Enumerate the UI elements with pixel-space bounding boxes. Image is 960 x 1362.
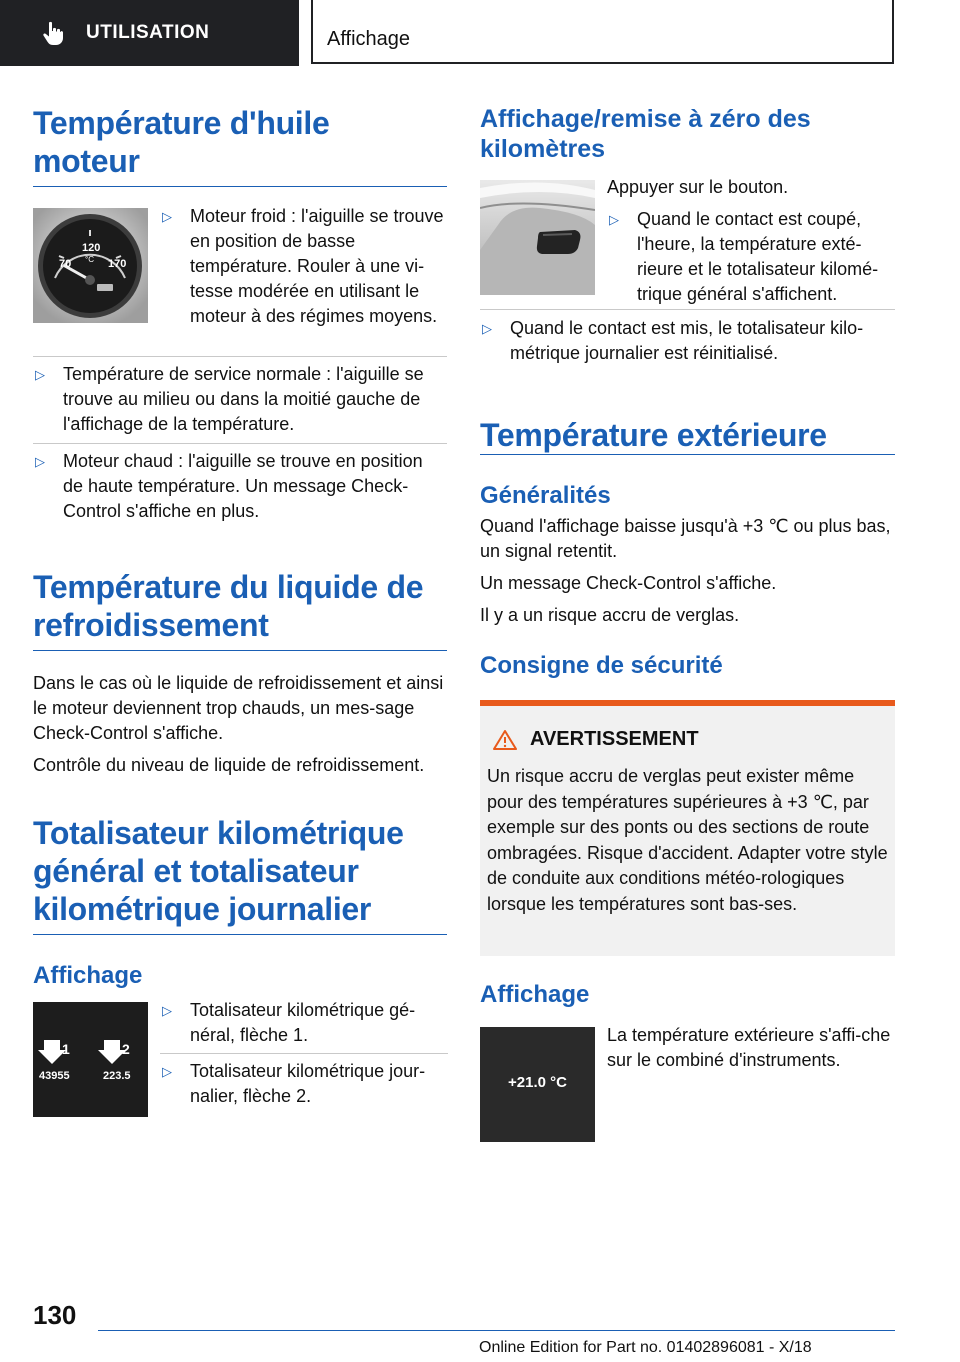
- coolant-paragraph-2: Contrôle du niveau de liquide de refroidissement.: [33, 755, 425, 775]
- edition-note: Online Edition for Part no. 01402896081 - X/18: [479, 1339, 812, 1356]
- coolant-paragraph-1: Dans le cas où le liquide de refroidissement et ainsi le moteur deviennent trop chauds, un mes-sage Check-Control s'affiche.: [33, 673, 444, 743]
- generalites-subtitle: Généralités: [480, 482, 611, 509]
- odometer-bullets: ▷ Totalisateur kilométrique gé-néral, flèche 1. ▷ Totalisateur kilométrique jour-nalier, flèche 2.: [160, 998, 448, 1109]
- separator: [33, 356, 447, 357]
- hand-pointer-icon: [40, 20, 66, 46]
- bullet-triangle-icon: ▷: [162, 1003, 172, 1018]
- trip-km-value: 223.5: [103, 1070, 131, 1082]
- section-title: UTILISATION: [86, 22, 210, 43]
- separator: [480, 309, 895, 310]
- bullet-triangle-icon: ▷: [482, 321, 492, 336]
- reset-section: [480, 104, 895, 164]
- page-number: 130: [33, 1300, 77, 1330]
- exterior-display-subtitle: Affichage: [480, 981, 590, 1008]
- oil-temp-title: Température d'huile moteur: [33, 105, 330, 179]
- bullet-triangle-icon: ▷: [162, 1064, 172, 1079]
- exterior-temp-section: [480, 416, 895, 681]
- coolant-title: Température du liquide de refroidissement: [33, 569, 424, 643]
- exterior-temp-value: +21.0 °C: [508, 1074, 567, 1091]
- chapter-tab: [311, 0, 894, 64]
- exterior-paragraph-2: Un message Check-Control s'affiche.: [480, 573, 777, 593]
- title-rule: [33, 934, 447, 935]
- warning-box: [480, 700, 895, 956]
- safety-subtitle: Consigne de sécurité: [480, 652, 723, 679]
- warning-text: Un risque accru de verglas peut exister même pour des températures supérieures à +3 ℃, par exemple sur des ponts ou des sections de route ombragées. Risque d'accident. Adapter votre style de conduite aux conditions météo-rologiques lorsque les températures sont bas-ses.: [487, 766, 888, 914]
- coolant-section: [33, 568, 447, 778]
- exterior-paragraph-1: Quand l'affichage baisse jusqu'à +3 ℃ ou plus bas, un signal retentit.: [480, 516, 891, 561]
- exterior-paragraph-3: Il y a un risque accru de verglas.: [480, 605, 740, 625]
- reset-button-image: [480, 180, 595, 295]
- total-km-value: 43955: [39, 1070, 70, 1082]
- title-rule: [480, 454, 895, 455]
- bullet-triangle-icon: ▷: [609, 212, 619, 227]
- odometer-display-image: [33, 1002, 148, 1117]
- oil-gauge-icon: [33, 208, 148, 323]
- title-rule: [33, 186, 447, 187]
- odometer-subtitle: Affichage: [33, 962, 143, 989]
- exterior-paragraph-4: La température extérieure s'affi-che sur le combiné d'instruments.: [607, 1025, 891, 1070]
- warning-title: AVERTISSEMENT: [530, 728, 699, 750]
- exterior-temp-title: Température extérieure: [480, 417, 827, 453]
- gauge-mid: 120: [82, 242, 101, 254]
- warning-triangle-icon: [492, 729, 518, 751]
- gauge-unit: °C: [85, 255, 94, 264]
- arrow-1-label: 1: [62, 1041, 70, 1057]
- separator: [160, 1053, 448, 1054]
- bullet-triangle-icon: ▷: [35, 367, 45, 382]
- reset-intro: Appuyer sur le bouton. ▷ Quand le contact est coupé, l'heure, la température exté-rieure et le totalisateur kilomé-trique général s'affichent.: [607, 175, 895, 307]
- bullet-triangle-icon: ▷: [35, 454, 45, 469]
- exterior-temp-display-image: [480, 1027, 595, 1142]
- bullet-triangle-icon: ▷: [162, 209, 172, 224]
- arrow-2-label: 2: [122, 1041, 130, 1057]
- gauge-low: 70: [59, 258, 72, 270]
- warning-header: [492, 728, 699, 751]
- chapter-title: Affichage: [327, 28, 411, 50]
- reset-intro-text: Appuyer sur le bouton.: [607, 177, 789, 197]
- reset-bullet-2: ▷ Quand le contact est mis, le totalisateur kilo-métrique journalier est réinitialisé.: [480, 309, 895, 366]
- reset-title: Affichage/remise à zéro des kilomètres: [480, 105, 811, 163]
- footer-rule: [98, 1330, 895, 1331]
- section-tab: [0, 0, 299, 66]
- oil-temp-section: [33, 104, 447, 187]
- oil-bullet-1: ▷ Moteur froid : l'aiguille se trouve en position de basse température. Rouler à une vi-tesse modérée en utilisant le moteur à des régimes moyens.: [160, 204, 448, 329]
- gauge-high: 170: [108, 258, 127, 270]
- odometer-title: Totalisateur kilométrique général et totalisateur kilométrique journalier: [33, 815, 404, 927]
- oil-bullets-rest: ▷ Température de service normale : l'aiguille se trouve au milieu ou dans la moitié gauche de l'affichage de la température. ▷ Moteur chaud : l'aiguille se trouve en position de haute température. Un message Check-Control s'affiche en plus.: [33, 356, 447, 524]
- title-rule: [33, 650, 447, 651]
- odometer-arrows-icon: [33, 1002, 148, 1117]
- reset-button-icon: [480, 180, 595, 295]
- oil-gauge-image: [33, 208, 148, 323]
- separator: [33, 443, 447, 444]
- exterior-display-text: [607, 1023, 895, 1073]
- exterior-display-section: [480, 980, 895, 1010]
- odometer-section: [33, 814, 447, 991]
